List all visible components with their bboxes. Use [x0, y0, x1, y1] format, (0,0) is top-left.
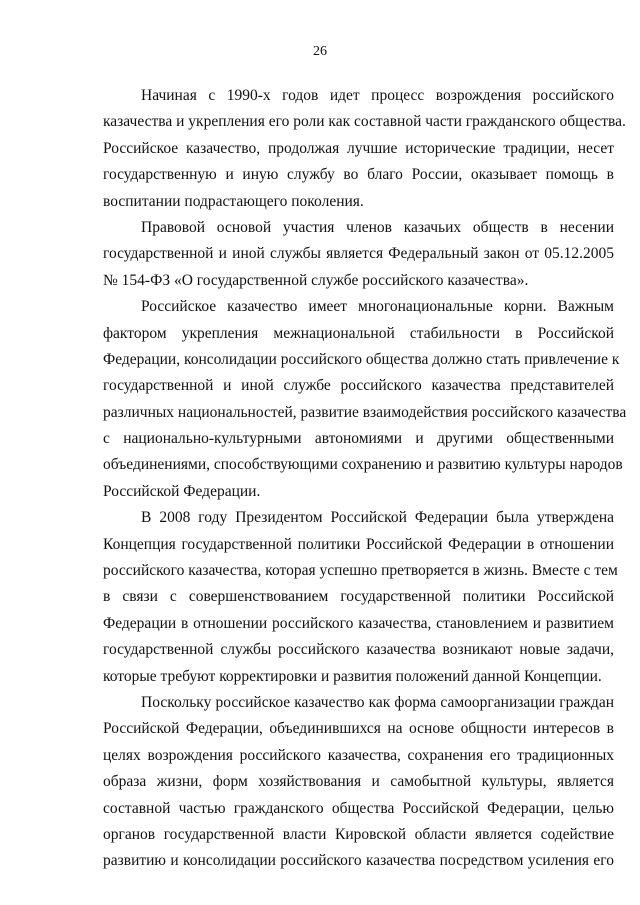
paragraph-2 [103, 215, 614, 294]
text-line: № 154-ФЗ «О государственной службе российского казачества». [103, 271, 529, 289]
paragraph-3 [103, 294, 627, 505]
text-line: составной частью гражданского общества Российской Федерации, целью [103, 799, 614, 817]
page-number: 26 [313, 44, 327, 59]
text-line: Российской Федерации. [103, 482, 261, 500]
text-line: казачества и укрепления его роли как составной части гражданского общества. [103, 113, 626, 131]
text-line: развитию и консолидации российского казачества посредством усиления его [103, 852, 614, 870]
text-line: российского казачества, которая успешно претворяется в жизнь. Вместе с тем [103, 562, 618, 580]
text-line: государственной и иной службы является Федеральный закон от 05.12.2005 [103, 245, 614, 263]
text-line: органов государственной власти Кировской области является содействие [103, 825, 614, 843]
text-line: целях возрождения российского казачества, сохранения его традиционных [103, 746, 614, 764]
document-body [103, 83, 627, 875]
text-line: В 2008 году Президентом Российской Федерации была утверждена [141, 509, 614, 527]
text-line: которые требуют корректировки и развития положений данной Концепции. [103, 667, 602, 685]
text-line: Начиная с 1990-х годов идет процесс возрождения российского [141, 87, 614, 104]
text-line: Поскольку российское казачество как форма самоорганизации граждан [141, 693, 614, 711]
text-line: с национально-культурными автономиями и другими общественными [103, 430, 614, 448]
text-line: Концепция государственной политики Российской Федерации в отношении [103, 535, 614, 553]
text-line: фактором укрепления межнациональной стабильности в Российской [103, 324, 614, 342]
paragraph-1 [103, 83, 626, 215]
paragraph-5 [103, 690, 614, 875]
text-line: Федерации, консолидации российского общества должно стать привлечение к [103, 350, 620, 368]
text-line: образа жизни, форм хозяйствования и самобытной культуры, является [103, 773, 614, 791]
text-line: Российское казачество, продолжая лучшие исторические традиции, несет [103, 139, 614, 157]
text-line: Российской Федерации, объединившихся на основе общности интересов в [103, 720, 614, 738]
text-line: Федерации в отношении российского казачества, становлением и развитием [103, 614, 614, 632]
text-line: Правовой основой участия членов казачьих обществ в несении [141, 218, 614, 236]
text-line: объединениями, способствующими сохранению и развитию культуры народов [103, 456, 623, 474]
text-line: государственной и иной службе российского казачества представителей [103, 377, 614, 395]
text-line: государственной службы российского казачества возникают новые задачи, [103, 641, 614, 659]
text-line: государственную и иную службу во благо России, оказывает помощь в [103, 166, 614, 184]
text-line: Российское казачество имеет многонациональные корни. Важным [141, 298, 614, 316]
text-line: воспитании подрастающего поколения. [103, 192, 364, 210]
paragraph-4 [103, 505, 618, 690]
text-line: различных национальностей, развитие взаимодействия российского казачества [103, 403, 627, 421]
text-line: в связи с совершенствованием государственной политики Российской [103, 588, 614, 606]
